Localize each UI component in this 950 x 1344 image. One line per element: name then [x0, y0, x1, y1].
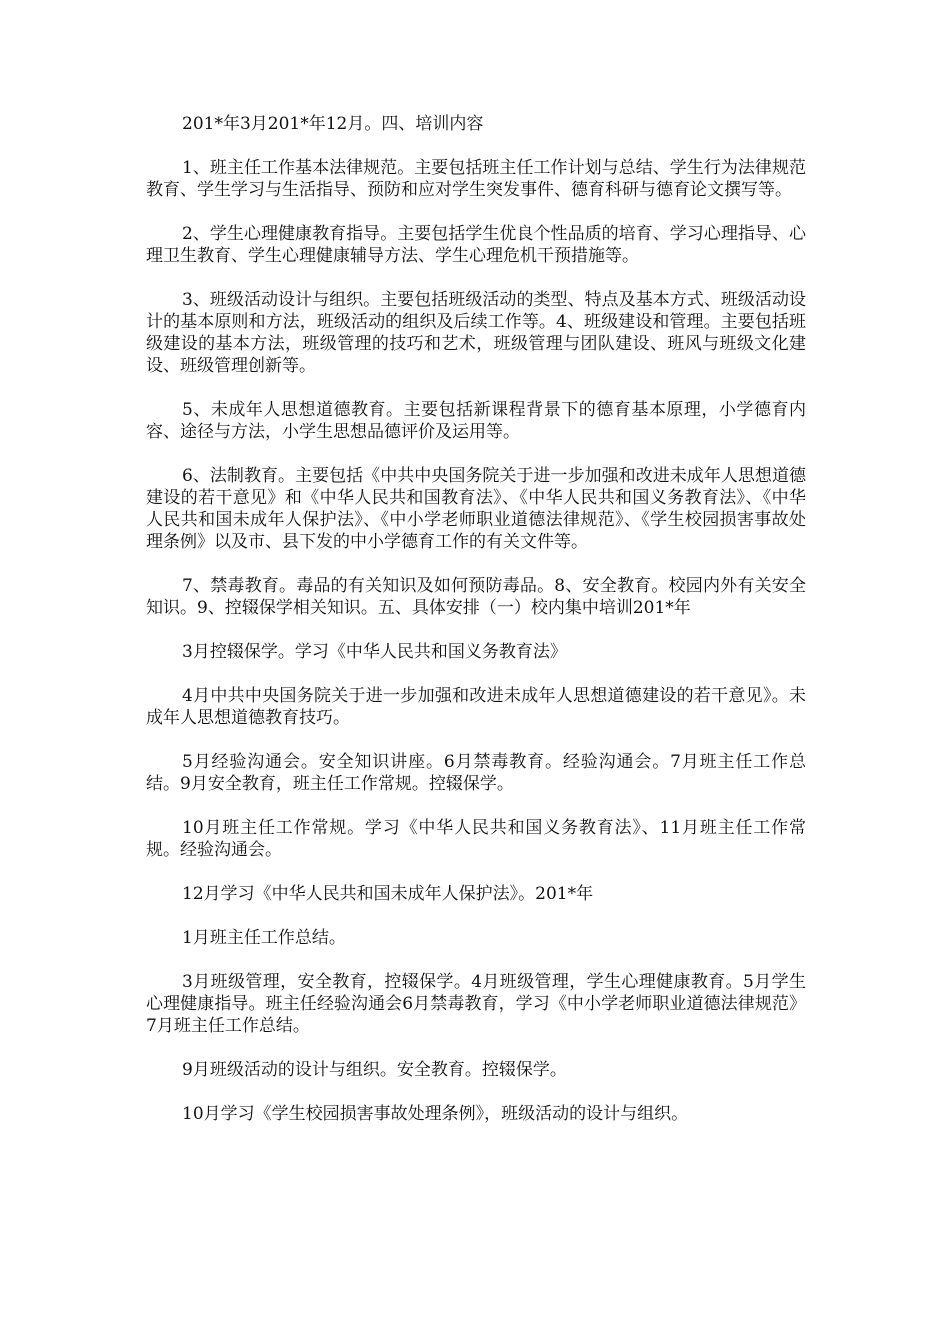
document-body: [146, 113, 806, 1147]
paragraph-item-5: 5、未成年人思想道德教育。主要包括新课程背景下的德育基本原理，小学德育内容、途径与方法，小学生思想品德评价及运用等。: [146, 400, 806, 442]
paragraph-schedule-sept: 9月班级活动的设计与组织。安全教育。控辍保学。: [182, 1060, 567, 1080]
paragraph-schedule-jan: 1月班主任工作总结。: [182, 928, 346, 948]
paragraph-item-2: 2、学生心理健康教育指导。主要包括学生优良个性品质的培育、学习心理指导、心理卫生教育、学生心理健康辅导方法、学生心理危机干预措施等。: [146, 224, 806, 266]
paragraph-item-3-4: 3、班级活动设计与组织。主要包括班级活动的类型、特点及基本方式、班级活动设计的基本原则和方法，班级活动的组织及后续工作等。4、班级建设和管理。主要包括班级建设的基本方法，班级管理的技巧和艺术，班级管理与团队建设、班风与班级文化建设、班级管理创新等。: [146, 290, 806, 376]
paragraph-training-period: 201*年3月201*年12月。四、培训内容: [182, 114, 484, 134]
paragraph-schedule-oct: 10月学习《学生校园损害事故处理条例》，班级活动的设计与组织。: [182, 1104, 689, 1124]
paragraph-schedule-oct-nov: 10月班主任工作常规。学习《中华人民共和国义务教育法》、11月班主任工作常规。经验沟通会。: [146, 818, 806, 860]
paragraph-item-7-9: 7、禁毒教育。毒品的有关知识及如何预防毒品。8、安全教育。校园内外有关安全知识。9、控辍保学相关知识。五、具体安排（一）校内集中培训201*年: [146, 576, 806, 618]
paragraph-schedule-april: 4月中共中央国务院关于进一步加强和改进未成年人思想道德建设的若干意见》。未成年人思想道德教育技巧。: [146, 686, 806, 728]
paragraph-item-1: 1、班主任工作基本法律规范。主要包括班主任工作计划与总结、学生行为法律规范教育、学生学习与生活指导、预防和应对学生突发事件、德育科研与德育论文撰写等。: [146, 158, 806, 200]
paragraph-schedule-march: 3月控辍保学。学习《中华人民共和国义务教育法》: [182, 642, 567, 662]
paragraph-schedule-may-sept: 5月经验沟通会。安全知识讲座。6月禁毒教育。经验沟通会。7月班主任工作总结。9月安全教育，班主任工作常规。控辍保学。: [146, 752, 806, 794]
paragraph-item-6: 6、法制教育。主要包括《中共中央国务院关于进一步加强和改进未成年人思想道德建设的若干意见》和《中华人民共和国教育法》、《中华人民共和国义务教育法》、《中华人民共和国未成年人保护法》、《中小学老师职业道德法律规范》、《学生校园损害事故处理条例》以及市、县下发的中小学德育工作的有关文件等。: [146, 466, 806, 552]
paragraph-schedule-dec: 12月学习《中华人民共和国未成年人保护法》。201*年: [182, 884, 594, 904]
paragraph-schedule-mar-jul: 3月班级管理，安全教育，控辍保学。4月班级管理，学生心理健康教育。5月学生心理健康指导。班主任经验沟通会6月禁毒教育，学习《中小学老师职业道德法律规范》7月班主任工作总结。: [146, 972, 806, 1036]
